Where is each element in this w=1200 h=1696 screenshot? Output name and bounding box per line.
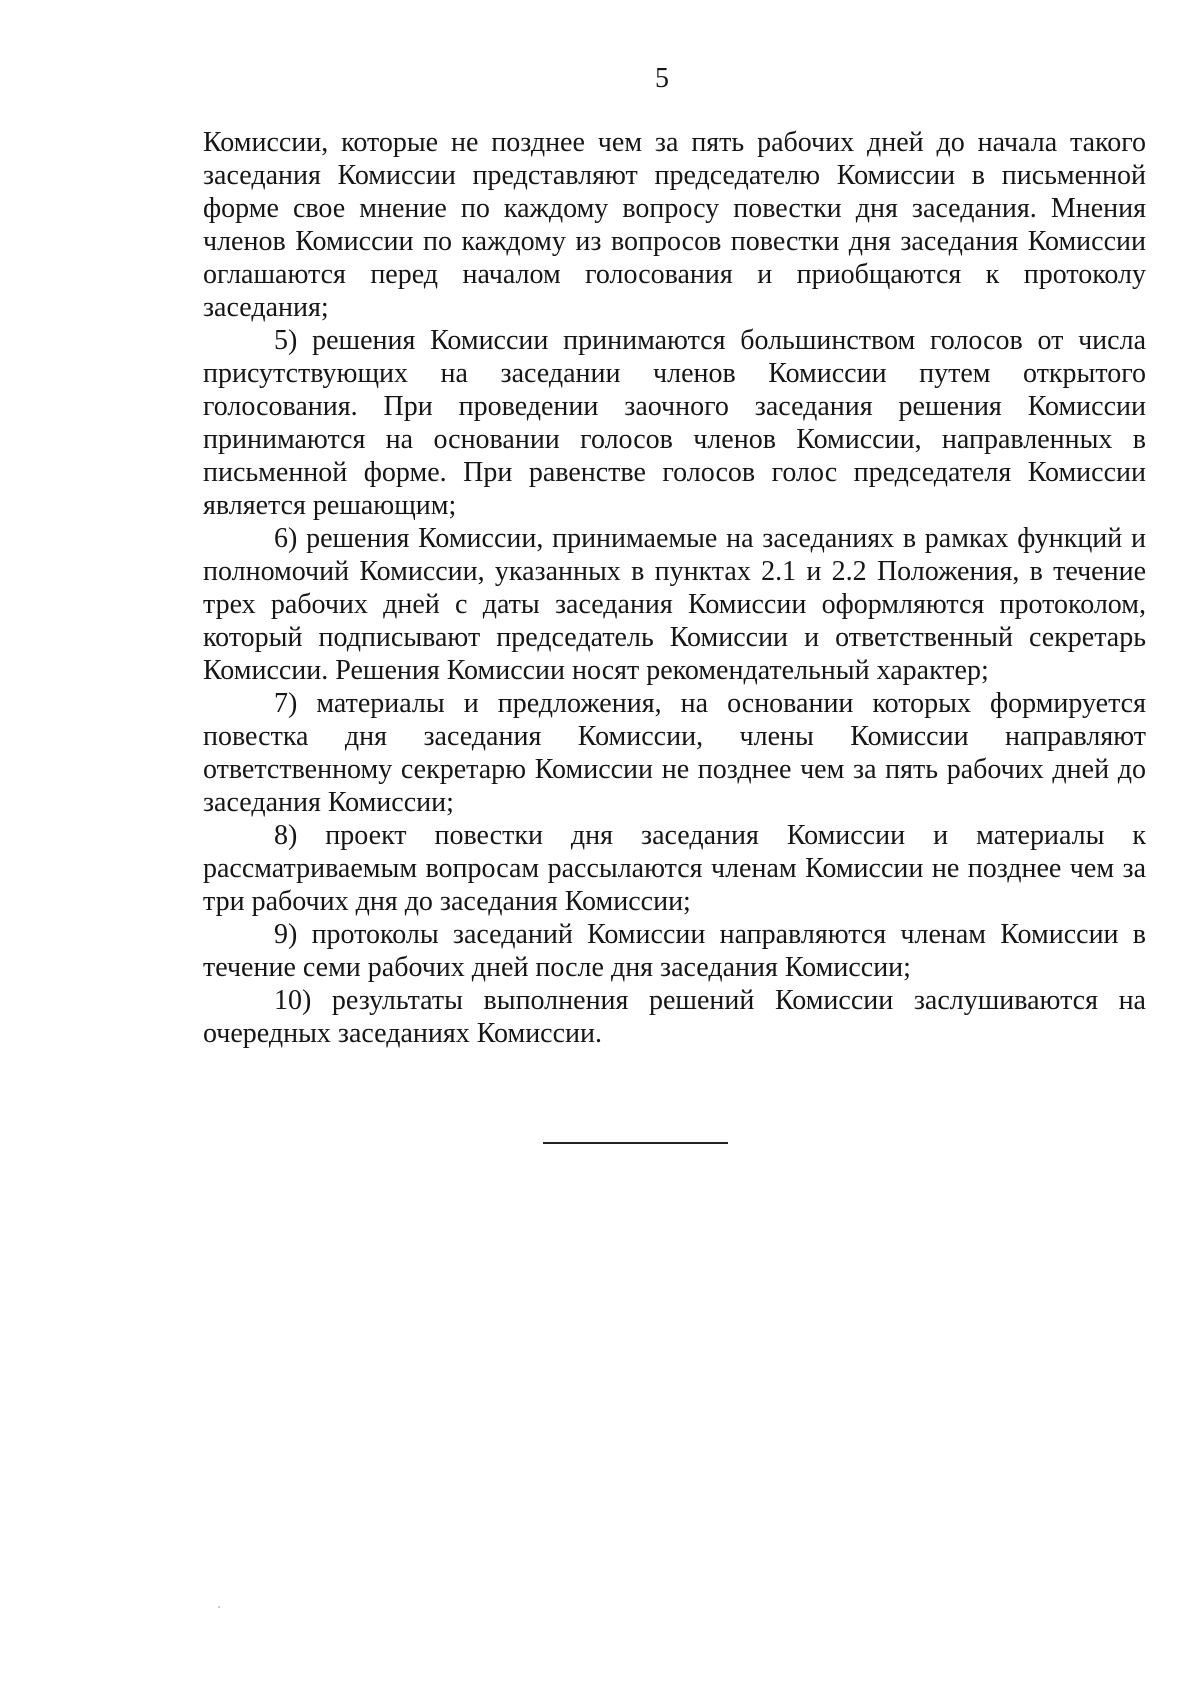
list-item-7: 7) материалы и предложения, на основании которых формируется повестка дня заседания Комиссии, члены Комиссии направляют ответственному секретарю Комиссии не позднее чем за пять рабочих дней до заседания Комиссии; <box>203 688 1146 818</box>
document-body <box>203 126 1146 1050</box>
list-item-5: 5) решения Комиссии принимаются большинством голосов от числа присутствующих на заседании членов Комиссии путем открытого голосования. При проведении заочного заседания решения Комиссии принимаются на основании голосов членов Комиссии, направленных в письменной форме. При равенстве голосов голос председателя Комиссии является решающим; <box>203 325 1146 521</box>
scan-speck <box>218 1606 220 1608</box>
list-item-6: 6) решения Комиссии, принимаемые на заседаниях в рамках функций и полномочий Комиссии, указанных в пунктах 2.1 и 2.2 Положения, в течение трех рабочих дней с даты заседания Комиссии оформляются протоколом, который подписывают председатель Комиссии и ответственный секретарь Комиссии. Решения Комиссии носят рекомендательный характер; <box>203 523 1146 686</box>
list-item-9: 9) протоколы заседаний Комиссии направляются членам Комиссии в течение семи рабочих дней после дня заседания Комиссии; <box>203 919 1146 983</box>
end-of-text-rule <box>543 1142 728 1144</box>
list-item-10: 10) результаты выполнения решений Комиссии заслушиваются на очередных заседаниях Комиссии. <box>203 985 1146 1049</box>
page-number: 5 <box>655 63 669 94</box>
paragraph-continuation: Комиссии, которые не позднее чем за пять рабочих дней до начала такого заседания Комиссии представляют председателю Комиссии в письменной форме свое мнение по каждому вопросу повестки дня заседания. Мнения членов Комиссии по каждому из вопросов повестки дня заседания Комиссии оглашаются перед началом голосования и приобщаются к протоколу заседания; <box>203 127 1146 323</box>
list-item-8: 8) проект повестки дня заседания Комиссии и материалы к рассматриваемым вопросам рассылаются членам Комиссии не позднее чем за три рабочих дня до заседания Комиссии; <box>203 820 1146 917</box>
